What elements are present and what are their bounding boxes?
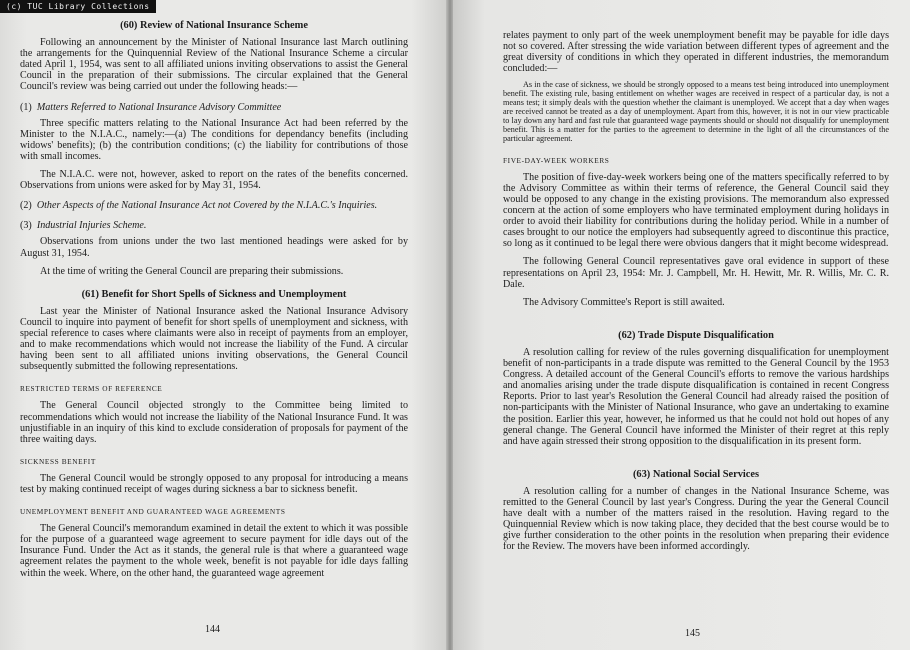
subhead-2 — [20, 200, 408, 211]
subhead-3 — [20, 220, 408, 231]
subhead-3-para-2: At the time of writing the General Council are preparing their submissions. — [40, 265, 344, 277]
section-62-para: A resolution calling for review of the rules governing disqualification for unemployment benefit of non-participants in a trade dispute was remitted to the General Council by the 1953 Congress. A detailed account of the General Council's efforts to remove the various hardships and anomalies arising under the trade dispute disqualification is contained in recent Congress Reports. Prior to last year's Resolution the General Council had already raised the position of non-participants with the Minister of National Insurance, who gave an undertaking to examine the position. Earlier this year, however, he informed us that he could not hold out hopes of any general change. The General Council have informed the Minister of their regret at this reply and have again stressed their strong opposition to the disqualification in its present form. — [503, 346, 889, 447]
unemployment-benefit-para: The General Council's memorandum examined in detail the extent to which it was possible for the purpose of a guaranteed wage agreement to secure payment for idle days out of the Insurance Fund. Under the Act as it stands, the general rule is that where a guaranteed wage agreement relates the payment to the whole week, benefit is not payable for idle days falling within the week. Where, on the other hand, the guaranteed wage agreement — [20, 523, 408, 579]
subhead-1-para-1: Three specific matters relating to the National Insurance Act had been referred by the Minister to the N.I.A.C., namely:—(a) The conditions for dependancy benefits (including widows' benefits); (b) the contribution conditions; (c) the liability for contributions of those with small incomes. — [20, 117, 408, 162]
memorandum-quote: As in the case of sickness, we should be strongly opposed to a means test being introduced into unemployment benefit. The existing rule, basing entitlement on whether wages are received in respect of a particular day, is not a means test; it simply deals with the question whether the claimant is unemployed. We accept that a day when wages are received cannot be treated as a day of unemployment. Apart from this, however, it is not in our view practicable to lay down any hard and fast rule that guaranteed wage payments should or should not disqualify for unemployment benefit. This is a matter for the parties to the agreement to determine in the light of all the circumstances of the particular agreement. — [503, 80, 889, 143]
heading-restricted-terms: RESTRICTED TERMS OF REFERENCE — [20, 384, 163, 394]
heading-five-day-week: FIVE-DAY-WEEK WORKERS — [503, 155, 610, 165]
subhead-3-para-1: Observations from unions under the two last mentioned headings were asked for by August 31, 1954. — [20, 236, 408, 259]
heading-unemployment-benefit: UNEMPLOYMENT BENEFIT AND GUARANTEED WAGE AGREEMENTS — [20, 507, 286, 517]
five-day-para-3: The Advisory Committee's Report is still awaited. — [523, 296, 725, 308]
section-61-intro: Last year the Minister of National Insurance asked the National Insurance Advisory Council to inquire into payment of benefit for short spells of unemployment and sickness, with special reference to cases where claimants were also in receipt of payments from an employer, and to make recommendations which would not increase the liability of the Fund. A circular having been sent to all affiliated unions inviting observations, the General Council subsequently submitted the following representations. — [20, 305, 408, 373]
right-column — [503, 30, 889, 552]
subhead-2-number: (2) — [20, 200, 32, 212]
section-62-title: (62) Trade Dispute Disqualification — [618, 329, 774, 341]
five-day-para-1: The position of five-day-week workers being one of the matters specifically referred to by the Advisory Committee as within their terms of reference, the General Council said they would be opposed to any change in the existing provisions. The memorandum also expressed concern at the action of some employers who have terminated employment during holidays in order to avoid their liability for contributions during the holiday period. While in a number of cases brought to our notice the employers had subsequently agreed to discontinue this practice, so long as it continued to be legal there were obvious dangers that it might become widespread. — [503, 171, 889, 250]
continued-para: relates payment to only part of the week unemployment benefit may be payable for idle days not so covered. After stressing the wide variation between different types of agreement and the great diversity of conditions in which they operated in different industries, the memorandum concluded:— — [503, 30, 889, 75]
subhead-3-title: Industrial Injuries Scheme. — [36, 220, 147, 232]
subhead-1 — [20, 102, 408, 113]
five-day-para-2: The following General Council representatives gave oral evidence in support of these representations on April 23, 1954: Mr. J. Campbell, Mr. H. Hewitt, Mr. R. Willis, Mr. C. R. Dale. — [503, 256, 889, 290]
section-63-para: A resolution calling for a number of changes in the National Insurance Scheme, was remitted to the General Council by last year's Congress. During the year the General Council have dealt with a number of the matters raised in the resolution. Having regard to the Quinquennial Review which is now taking place, they decided that the best course would be to give further consideration to the other points in the resolution when preparing their evidence for the Review. The movers have been informed accordingly. — [503, 485, 889, 553]
section-61-title: (61) Benefit for Short Spells of Sickness and Unemployment — [81, 288, 347, 300]
section-60-intro: Following an announcement by the Minister of National Insurance last March outlining the arrangements for the Quinquennial Review of the National Insurance Scheme a circular dated April 1, 1954, was sent to all affiliated unions inviting observations to assist the General Council in the preparation of their submissions. The circular explained that the General Council's review was being carried out under the following heads:— — [20, 37, 408, 93]
page-number-left: 144 — [205, 624, 220, 635]
subhead-3-number: (3) — [20, 220, 32, 232]
section-63-title: (63) National Social Services — [632, 468, 760, 480]
subhead-1-title: Matters Referred to National Insurance Advisory Committee — [36, 101, 282, 113]
page-right — [453, 0, 910, 650]
left-column — [20, 20, 408, 579]
heading-sickness-benefit: SICKNESS BENEFIT — [20, 456, 96, 466]
sickness-benefit-para: The General Council would be strongly opposed to any proposal for introducing a means test by making continued receipt of wages during sickness a bar to sickness benefit. — [20, 472, 408, 495]
subhead-1-number: (1) — [20, 101, 32, 113]
section-60-title: (60) Review of National Insurance Scheme — [120, 20, 308, 31]
restricted-terms-para: The General Council objected strongly to the Committee being limited to recommendations which would not increase the liability of the National Insurance Fund. It was unjustifiable in an inquiry of this kind to exclude consideration of proposals for payment of the three waiting days. — [20, 400, 408, 445]
copyright-notice: (c) TUC Library Collections — [0, 0, 156, 13]
subhead-1-para-2: The N.I.A.C. were not, however, asked to report on the rates of the benefits concerned. Observations from unions were asked for by May 31, 1954. — [20, 169, 408, 192]
page-number-right: 145 — [685, 628, 700, 639]
page-left — [0, 0, 447, 650]
subhead-2-title: Other Aspects of the National Insurance Act not Covered by the N.I.A.C.'s Inquiries. — [36, 200, 378, 212]
